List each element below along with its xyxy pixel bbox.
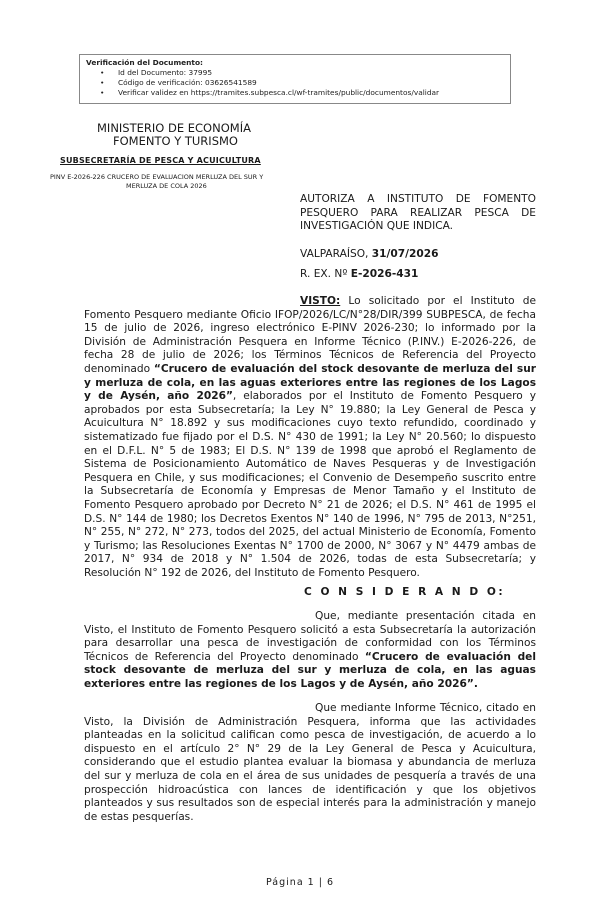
visto-project: “Crucero de evaluación del stock desovante de merluza del sur y merluza de cola, en las aguas exteriores entre las regiones de los Lagos y de Aysén, año 2026” bbox=[84, 362, 537, 403]
considerando-paragraph-2 bbox=[84, 702, 536, 824]
page-number: Página 1 | 6 bbox=[266, 877, 334, 888]
verification-code: • Código de verificación: 03626541589 bbox=[118, 78, 504, 88]
verification-id: • Id del Documento: 37995 bbox=[118, 68, 504, 78]
place-date bbox=[300, 248, 536, 262]
subject-line-3: INVESTIGACIÓN QUE INDICA. bbox=[300, 220, 454, 232]
rex-label: R. EX. Nº bbox=[300, 268, 348, 280]
pinv-reference bbox=[50, 173, 263, 191]
pinv-line-1: PINV E-2026-226 CRUCERO DE EVALUACION MERLUZA DEL SUR Y bbox=[50, 173, 264, 181]
visto-label: VISTO: bbox=[300, 295, 341, 307]
verification-list bbox=[86, 68, 504, 98]
verification-url: • Verificar validez en https://tramites.subpesca.cl/wf-tramites/public/documentos/validar bbox=[118, 88, 504, 98]
ministry-line-1: MINISTERIO DE ECONOMÍA bbox=[97, 121, 251, 135]
date: 31/07/2026 bbox=[371, 248, 439, 260]
considerando-heading: C O N S I D E R A N D O: bbox=[304, 586, 506, 598]
rex-number: E-2026-431 bbox=[350, 268, 419, 280]
paragraph-2-text: Que mediante Informe Técnico, citado en Visto, la División de Administración Pesquera, informa que las actividades planteadas en la solicitud califican como pesca de investigación, de acuerdo a lo dispuesto en el artículo 2° N° 29 de la Ley General de Pesca y Acuicultura, considerando que el estudio plantea evaluar la biomasa y abundancia de merluza del sur y merluza de cola en el área de sus unidades de pesquería a través de una prospección hidroacústica con lances de identificación y que los objetivos planteados y sus resultados son de especial interés para la administración y manejo de estas pesquerías. bbox=[84, 702, 536, 823]
ministry-line-2: FOMENTO Y TURISMO bbox=[113, 134, 238, 148]
paragraph-1-text: Que, mediante presentación citada en Visto, el Instituto de Fomento Pesquero solicitó a esta Subsecretaría la autorización para desarrollar una pesca de investigación de conformidad con los Términos Técnicos de Referencia del Proyecto denominado bbox=[84, 610, 536, 663]
subject-line-2: PESQUERO PARA REALIZAR PESCA DE bbox=[300, 206, 536, 219]
ministry-header bbox=[97, 122, 251, 148]
visto-text-b: , elaborados por el Instituto de Fomento Pesquero y aprobados por esta Subsecretaría; la Ley N° 19.880; la Ley General de Pesca y Acuicultura N° 18.892 y sus modificaciones cuyo texto refundido, coordinado y sistematizado fue fijado por el D.S. N° 430 de 1991; la Ley N° 20.560; lo dispuesto en el D.F.L. N° 5 de 1983; El D.S. N° 139 de 1998 que aprobó el Reglamento de Sistema de Posicionamiento Automático de Naves Pesqueras y de Investigación Pesquera en Chile, y sus modificaciones; el Convenio de Desempeño suscrito entre la Subsecretaría de Economía y Empresas de Menor Tamaño y el Instituto de Fomento Pesquero aprobado por Decreto N° 21 de 2026; el D.S. N° 461 de 1995 el D.S. N° 144 de 1980; los Decretos Exentos N° 140 de 1996, N° 795 de 2013, N°251, N° 255, N° 272, N° 273, todos del 2025, del actual Ministerio de Economía, Fomento y Turismo; las Resoluciones Exentas N° 1700 de 2000, N° 3067 y N° 4479 ambas de 2017, N° 934 de 2018 y N° 1.504 de 2026, todas de esta Subsecretaría; y Resolución N° 192 de 2026, del Instituto de Fomento Pesquero. bbox=[84, 390, 536, 579]
subsecretaria-title: SUBSECRETARÍA DE PESCA Y ACUICULTURA bbox=[60, 156, 261, 165]
paragraph-1-project: “Crucero de evaluación del stock desovante de merluza del sur y merluza de cola, en las aguas exteriores entre las regiones de los Lagos y de Aysén, año 2026”. bbox=[84, 650, 536, 690]
verification-title: Verificación del Documento: bbox=[86, 58, 203, 67]
visto-text-a: Lo solicitado por el Instituto de Fomento Pesquero mediante Oficio IFOP/2026/LC/N°28/DIR/399 SUBPESCA, de fecha 15 de julio de 2026, ingreso electrónico E-PINV 2026-230; lo informado por la División de Administración Pesquera en Informe Técnico (P.INV.) E-2026-226, de fecha 28 de julio de 2026; los Términos Técnicos de Referencia del Proyecto denominado bbox=[84, 295, 536, 375]
pinv-line-2: MERLUZA DE COLA 2026 bbox=[126, 182, 207, 190]
visto-section bbox=[84, 295, 536, 580]
subject-line-1: AUTORIZA A INSTITUTO DE FOMENTO bbox=[300, 193, 536, 205]
resolution-number bbox=[300, 268, 536, 282]
resolution-subject bbox=[300, 193, 536, 234]
considerando-paragraph-1 bbox=[84, 610, 536, 692]
city: VALPARAÍSO, bbox=[300, 248, 369, 260]
verification-box bbox=[79, 54, 511, 104]
